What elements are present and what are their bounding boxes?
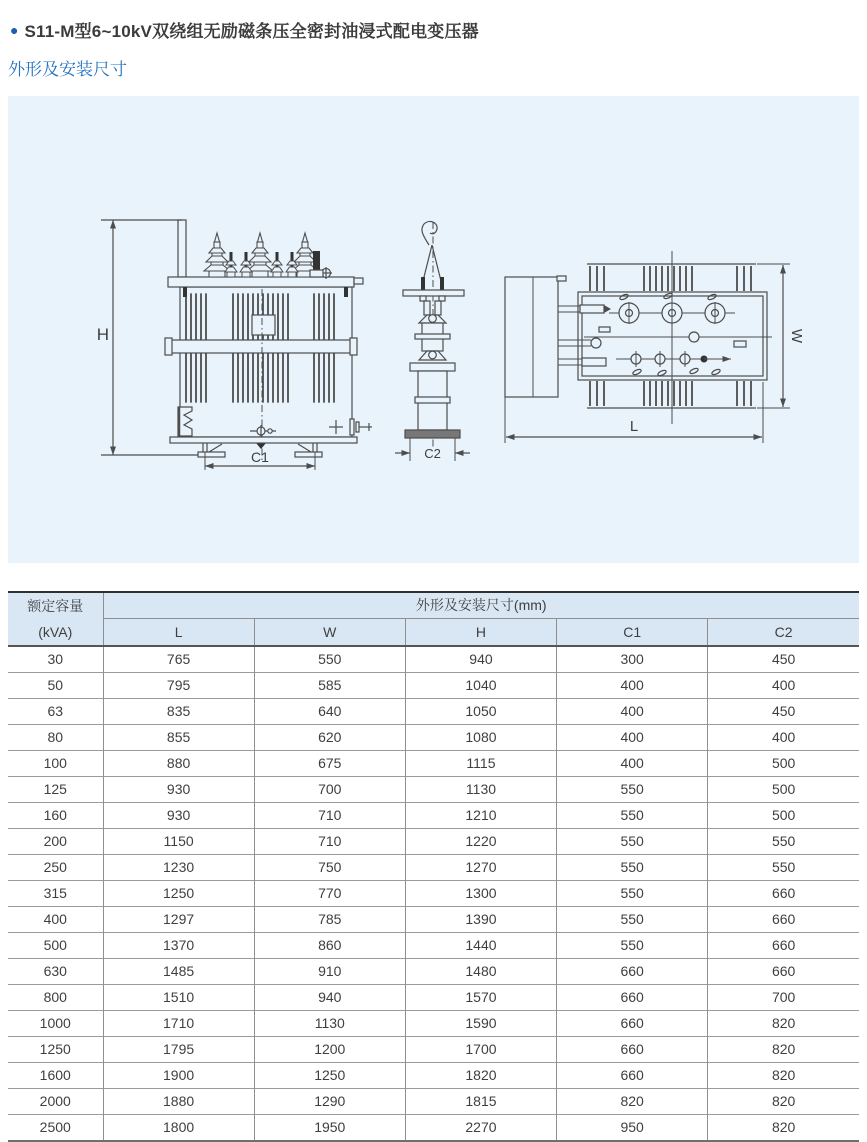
table-cell: 820 (708, 1037, 859, 1063)
table-cell: 880 (103, 751, 254, 777)
table-cell: 785 (254, 907, 405, 933)
table-cell: 100 (8, 751, 103, 777)
table-cell: 2500 (8, 1115, 103, 1142)
table-cell: 1300 (405, 881, 556, 907)
column-header-c2: C2 (708, 619, 859, 647)
table-header-capacity (8, 592, 103, 646)
table-cell: 1815 (405, 1089, 556, 1115)
page-title (10, 17, 479, 42)
table-row (8, 1011, 859, 1037)
table-cell: 550 (254, 646, 405, 673)
table-cell: 750 (254, 855, 405, 881)
table-row (8, 985, 859, 1011)
table-row (8, 646, 859, 673)
table-cell: 910 (254, 959, 405, 985)
table-row (8, 907, 859, 933)
table-cell: 550 (557, 803, 708, 829)
dimension-label-w: W (788, 328, 805, 344)
table-cell: 770 (254, 881, 405, 907)
table-cell: 2270 (405, 1115, 556, 1142)
table-cell: 820 (557, 1089, 708, 1115)
table-cell: 835 (103, 699, 254, 725)
table-row (8, 881, 859, 907)
top-view-drawing (505, 251, 790, 443)
table-cell: 1150 (103, 829, 254, 855)
table-cell: 400 (708, 725, 859, 751)
table-cell: 660 (557, 959, 708, 985)
table-cell: 640 (254, 699, 405, 725)
transformer-drawing (8, 96, 859, 563)
table-cell: 1900 (103, 1063, 254, 1089)
table-cell: 1510 (103, 985, 254, 1011)
table-cell: 585 (254, 673, 405, 699)
table-cell: 710 (254, 803, 405, 829)
table-cell: 660 (557, 1063, 708, 1089)
front-view-drawing (101, 220, 372, 470)
dimension-label-c1: C1 (251, 449, 269, 465)
table-row (8, 777, 859, 803)
table-cell: 400 (557, 673, 708, 699)
table-cell: 700 (254, 777, 405, 803)
table-row (8, 959, 859, 985)
table-row (8, 1089, 859, 1115)
table-cell: 1130 (405, 777, 556, 803)
table-cell: 400 (557, 725, 708, 751)
table-cell: 550 (557, 855, 708, 881)
table-cell: 660 (708, 933, 859, 959)
table-cell: 1290 (254, 1089, 405, 1115)
table-cell: 1115 (405, 751, 556, 777)
table-cell: 80 (8, 725, 103, 751)
table-cell: 1600 (8, 1063, 103, 1089)
table-cell: 660 (557, 1037, 708, 1063)
table-cell: 1480 (405, 959, 556, 985)
table-cell: 550 (708, 829, 859, 855)
table-cell: 400 (8, 907, 103, 933)
dimensions-table-container (8, 591, 859, 1142)
table-cell: 800 (8, 985, 103, 1011)
table-cell: 400 (557, 699, 708, 725)
table-cell: 1200 (254, 1037, 405, 1063)
table-row (8, 699, 859, 725)
table-row (8, 751, 859, 777)
table-cell: 700 (708, 985, 859, 1011)
column-header-h: H (405, 619, 556, 647)
table-cell: 660 (708, 907, 859, 933)
table-cell: 820 (708, 1089, 859, 1115)
table-cell: 820 (708, 1115, 859, 1142)
table-cell: 550 (557, 777, 708, 803)
dimension-label-c2: C2 (424, 446, 441, 461)
table-cell: 315 (8, 881, 103, 907)
table-cell: 940 (254, 985, 405, 1011)
table-cell: 50 (8, 673, 103, 699)
table-cell: 820 (708, 1011, 859, 1037)
table-cell: 63 (8, 699, 103, 725)
table-cell: 1210 (405, 803, 556, 829)
table-cell: 1800 (103, 1115, 254, 1142)
table-cell: 855 (103, 725, 254, 751)
side-view-drawing (395, 222, 470, 461)
table-cell: 1880 (103, 1089, 254, 1115)
table-cell: 500 (708, 751, 859, 777)
table-row (8, 1037, 859, 1063)
table-row (8, 1063, 859, 1089)
table-row (8, 933, 859, 959)
table-cell: 300 (557, 646, 708, 673)
table-row (8, 673, 859, 699)
column-header-w: W (254, 619, 405, 647)
table-cell: 1590 (405, 1011, 556, 1037)
dimension-label-l: L (629, 418, 639, 435)
table-cell: 450 (708, 699, 859, 725)
table-cell: 1297 (103, 907, 254, 933)
table-cell: 950 (557, 1115, 708, 1142)
table-cell: 1050 (405, 699, 556, 725)
drawing-panel (8, 96, 859, 563)
table-cell: 400 (708, 673, 859, 699)
table-cell: 1270 (405, 855, 556, 881)
section-subtitle: 外形及安装尺寸 (8, 60, 127, 79)
table-cell: 660 (708, 881, 859, 907)
table-cell: 160 (8, 803, 103, 829)
table-cell: 710 (254, 829, 405, 855)
table-cell: 930 (103, 803, 254, 829)
table-cell: 30 (8, 646, 103, 673)
table-cell: 1485 (103, 959, 254, 985)
table-row (8, 803, 859, 829)
table-row (8, 855, 859, 881)
table-cell: 1390 (405, 907, 556, 933)
capacity-header-line1: 额定容量 (27, 597, 84, 614)
bullet-icon: ● (10, 21, 19, 38)
table-cell: 660 (708, 959, 859, 985)
table-cell: 550 (708, 855, 859, 881)
table-cell: 1250 (8, 1037, 103, 1063)
column-header-c1: C1 (557, 619, 708, 647)
table-cell: 1000 (8, 1011, 103, 1037)
table-cell: 660 (557, 985, 708, 1011)
table-cell: 1370 (103, 933, 254, 959)
table-cell: 765 (103, 646, 254, 673)
table-cell: 500 (708, 803, 859, 829)
table-cell: 250 (8, 855, 103, 881)
table-cell: 500 (708, 777, 859, 803)
table-header-group: 外形及安装尺寸(mm) (103, 592, 859, 619)
table-cell: 675 (254, 751, 405, 777)
table-cell: 820 (708, 1063, 859, 1089)
table-cell: 400 (557, 751, 708, 777)
table-cell: 940 (405, 646, 556, 673)
spec-table (8, 591, 859, 1142)
table-body (8, 646, 859, 1141)
table-cell: 500 (8, 933, 103, 959)
table-cell: 860 (254, 933, 405, 959)
table-cell: 660 (557, 1011, 708, 1037)
table-cell: 550 (557, 933, 708, 959)
table-cell: 1795 (103, 1037, 254, 1063)
table-cell: 1820 (405, 1063, 556, 1089)
table-cell: 1710 (103, 1011, 254, 1037)
table-cell: 125 (8, 777, 103, 803)
table-cell: 2000 (8, 1089, 103, 1115)
table-row (8, 829, 859, 855)
table-cell: 1080 (405, 725, 556, 751)
table-cell: 550 (557, 829, 708, 855)
table-cell: 620 (254, 725, 405, 751)
table-cell: 200 (8, 829, 103, 855)
table-cell: 630 (8, 959, 103, 985)
table-row (8, 725, 859, 751)
table-cell: 1700 (405, 1037, 556, 1063)
page-title-text: S11-M型6~10kV双绕组无励磁条压全密封油浸式配电变压器 (24, 22, 479, 41)
table-cell: 1040 (405, 673, 556, 699)
table-cell: 1130 (254, 1011, 405, 1037)
table-cell: 1440 (405, 933, 556, 959)
table-cell: 1570 (405, 985, 556, 1011)
column-header-l: L (103, 619, 254, 647)
table-cell: 450 (771, 651, 796, 667)
table-cell: 1250 (254, 1063, 405, 1089)
table-cell: 1220 (405, 829, 556, 855)
dimension-label-h: H (96, 325, 109, 344)
table-cell: 1250 (103, 881, 254, 907)
table-cell: 795 (103, 673, 254, 699)
table-cell: 550 (557, 907, 708, 933)
table-cell: 930 (103, 777, 254, 803)
table-cell: 550 (557, 881, 708, 907)
table-cell: 1950 (254, 1115, 405, 1142)
table-cell: 1230 (103, 855, 254, 881)
capacity-header-line2: (kVA) (38, 623, 73, 640)
